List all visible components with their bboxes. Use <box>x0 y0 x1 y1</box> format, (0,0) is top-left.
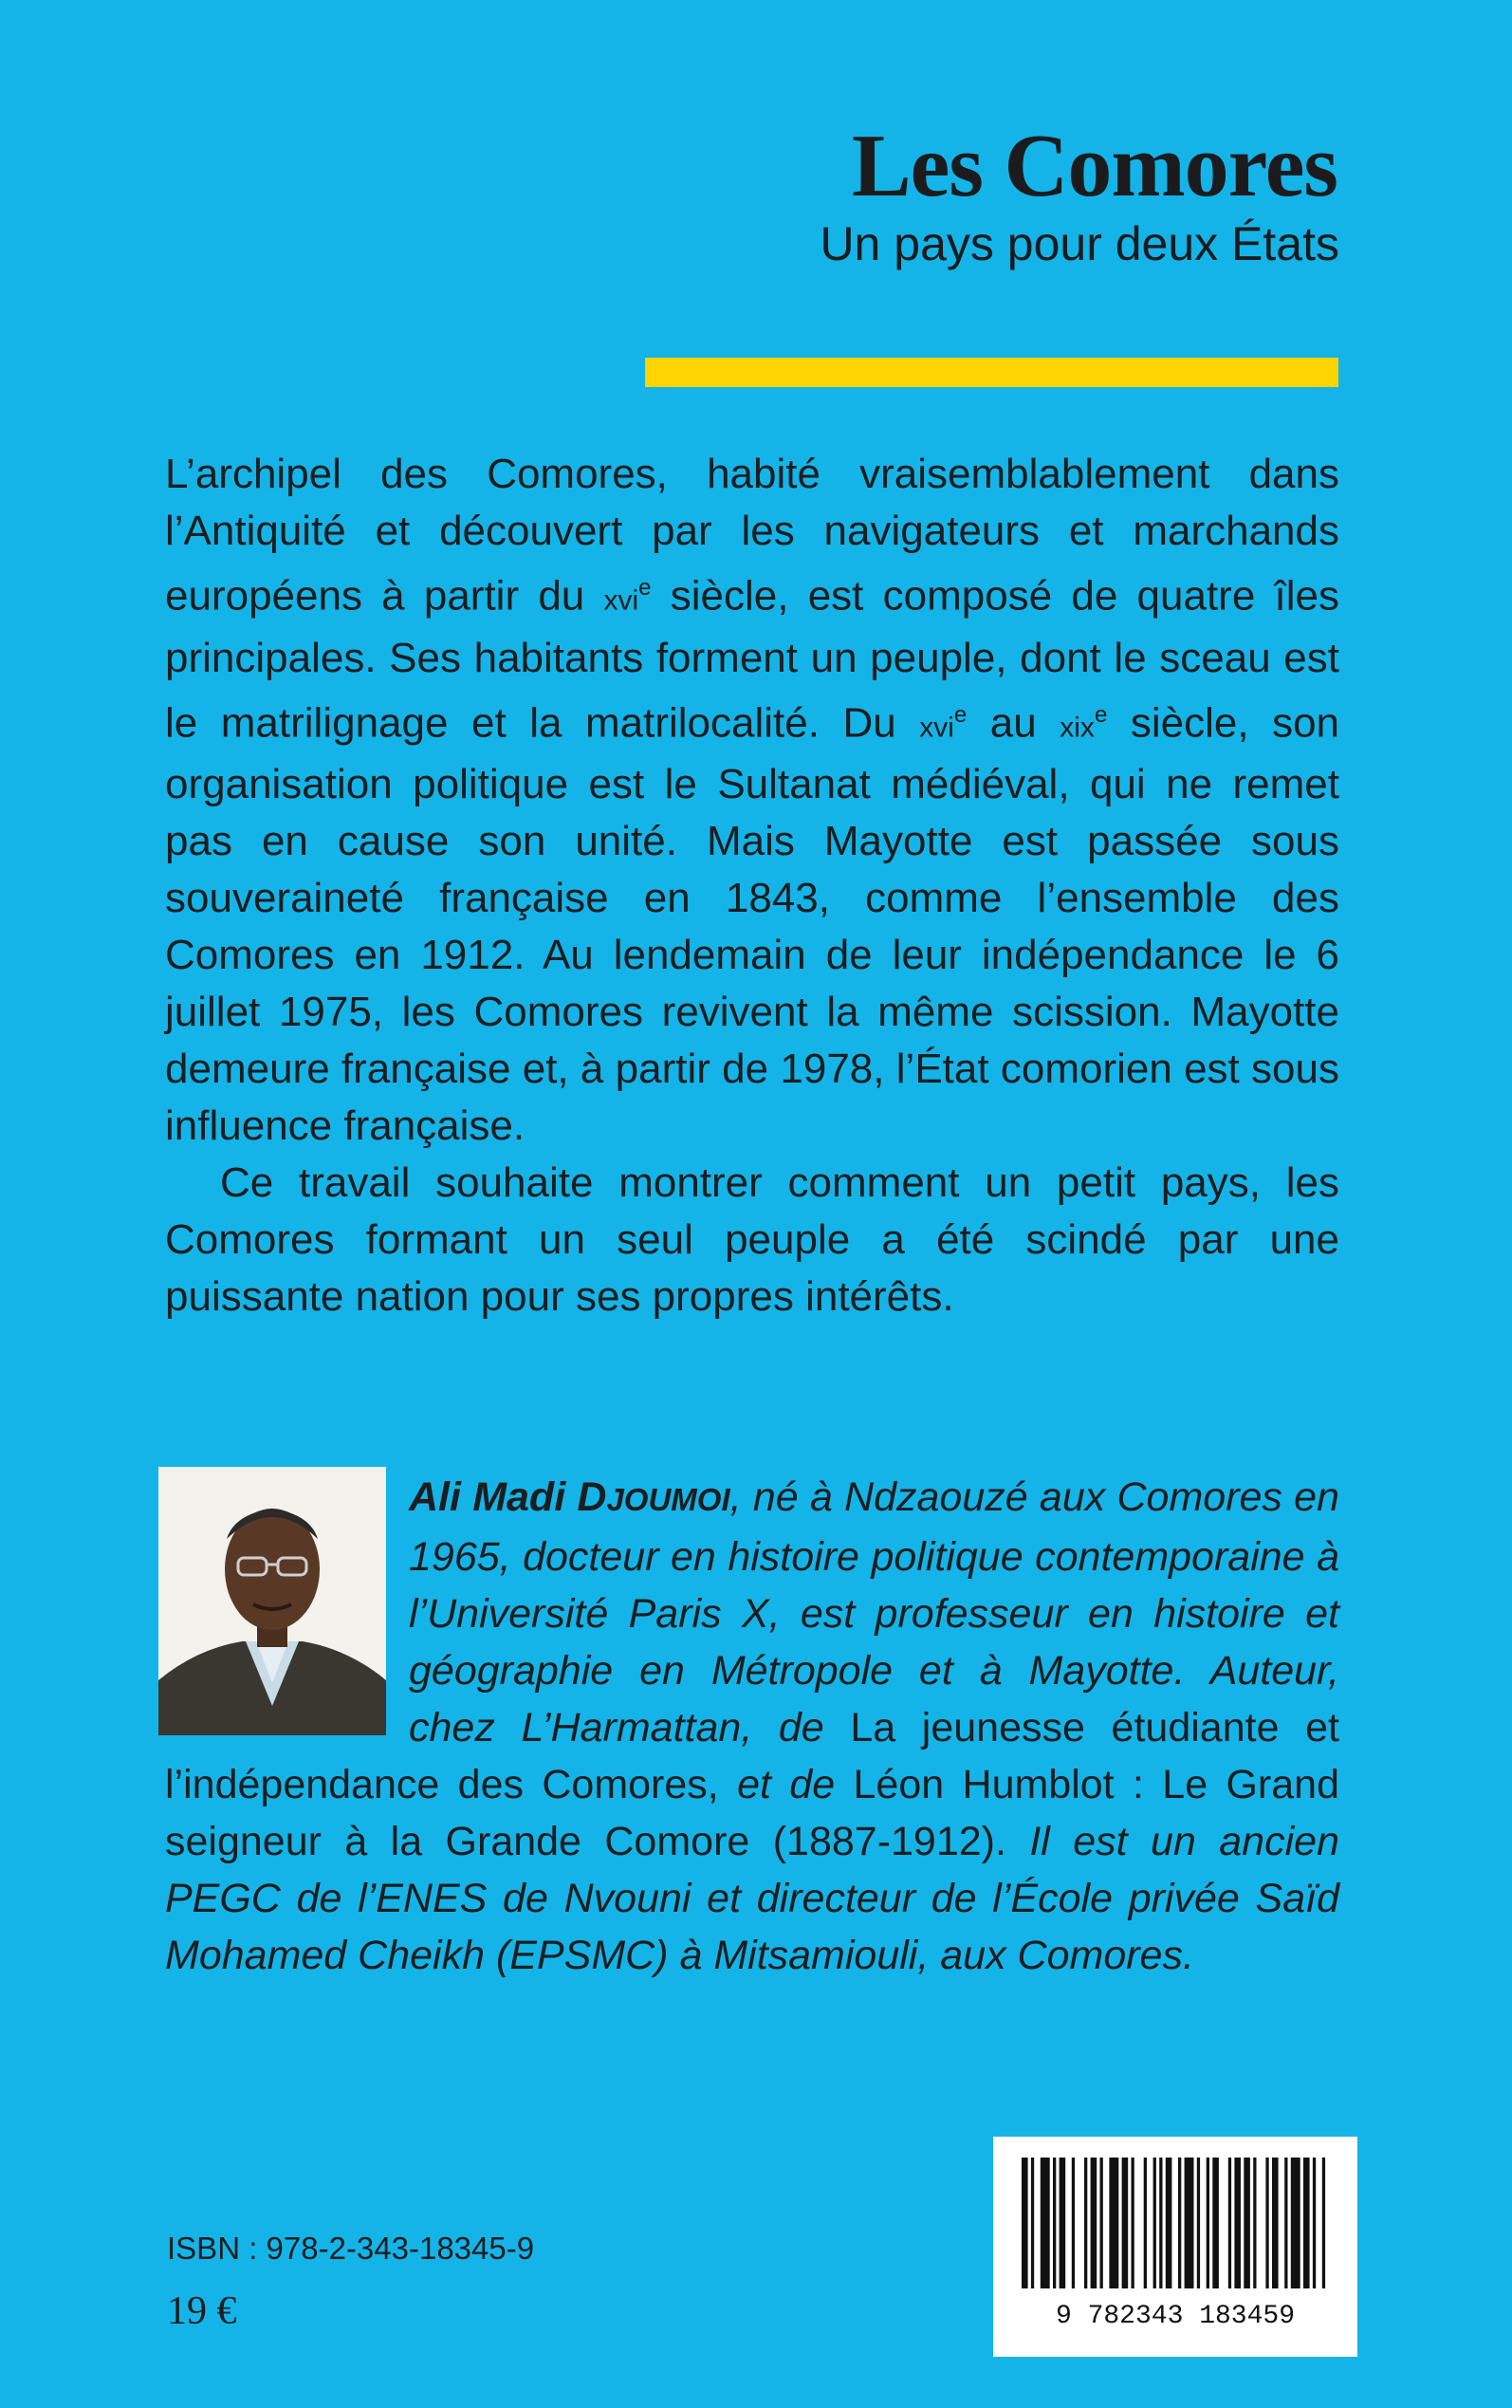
barcode-bar <box>1265 2158 1268 2288</box>
author-bio-text: Ali Madi DJOUMOI, né à Ndzaouzé aux Comores en 1965, docteur en histoire politique contemporaine à l’Université Paris X, est professeur en histoire et géographie en Métropole et à Mayotte. Auteur, chez L’Harmattan, de La jeunesse étudiante et l’indépendance des Comores, et de Léon Humblot : Le Grand seigneur à la Grande Comore (1887-1912). Il est un ancien PEGC de l’ENES de Nvouni et directeur de l’École privée Saïd Mohamed Cheikh (EPSMC) à Mitsamiouli, aux Comores. <box>165 1474 1339 1978</box>
isbn-label: ISBN : 978-2-343-18345-9 <box>167 2231 535 2266</box>
barcode-bar <box>1053 2158 1056 2288</box>
barcode-bar <box>1313 2158 1316 2288</box>
barcode-bar <box>1272 2158 1279 2288</box>
book-subtitle: Un pays pour deux États <box>820 217 1339 270</box>
barcode-bar <box>1253 2158 1256 2288</box>
barcode-bar <box>1212 2158 1219 2288</box>
barcode-bar <box>1159 2158 1162 2288</box>
barcode-bar <box>1153 2158 1156 2288</box>
barcode-graphic <box>993 2137 1357 2357</box>
barcode-bar <box>1322 2158 1325 2288</box>
barcode <box>993 2137 1357 2357</box>
barcode-bar <box>1197 2158 1200 2288</box>
barcode-bar <box>1234 2158 1241 2288</box>
book-summary <box>165 446 1339 1325</box>
barcode-bar <box>1122 2158 1129 2288</box>
barcode-bar <box>1084 2158 1087 2288</box>
book-reference-1: La jeunesse étudiante et l’indépendance des Comores, <box>165 1705 1339 1807</box>
barcode-bar <box>1303 2158 1310 2288</box>
summary-paragraph-1: L’archipel des Comores, habité vraisemblablement dans l’Antiquité et découvert par les navigateurs et marchands européens à partir du xvi$^e$ siècle, est composé de quatre îles principales. Ses habitants forment un peuple, dont le sceau est le matrilignage et la matrilocalité. Du xvi$^e$ au xix$^e$ siècle, son organisation politique est le Sultanat médiéval, qui ne remet pas en cause son unité. Mais Mayotte est passée sous souveraineté française en 1843, comme l’ensemble des Comores en 1912. Au lendemain de leur indépendance le 6 juillet 1975, les Comores revivent la même scission. Mayotte demeure française et, à partir de 1978, l’État comorien est sous influence française. <box>165 451 1340 1150</box>
book-title: Les Comores <box>851 117 1337 215</box>
barcode-bar <box>1022 2158 1028 2288</box>
barcode-bar <box>1031 2158 1034 2288</box>
barcode-bar <box>1144 2158 1147 2288</box>
price-label: 19 € <box>167 2289 237 2333</box>
author-name: Ali Madi DJOUMOI <box>409 1474 730 1520</box>
barcode-bar <box>1291 2158 1300 2288</box>
summary-paragraph-2: Ce travail souhaite montrer comment un petit pays, les Comores formant un seul peuple a été scindé par une puissante nation pour ses propres intérêts. <box>165 1159 1339 1321</box>
author-bio <box>165 1469 1339 1984</box>
barcode-bar <box>1060 2158 1066 2288</box>
barcode-bar <box>1228 2158 1231 2288</box>
barcode-bar <box>1109 2158 1118 2288</box>
barcode-bar <box>1178 2158 1181 2288</box>
yellow-accent-bar <box>645 358 1338 387</box>
barcode-bar <box>1091 2158 1097 2288</box>
barcode-bar <box>1185 2158 1194 2288</box>
book-reference-2: Léon Humblot : Le Grand seigneur à la Grande Comore (1887-1912). <box>165 1762 1339 1864</box>
barcode-number: 9 782343 183459 <box>1055 2302 1296 2331</box>
barcode-bar <box>1041 2158 1050 2288</box>
barcode-bar <box>1100 2158 1103 2288</box>
barcode-bar <box>1072 2158 1075 2288</box>
barcode-bar <box>1244 2158 1250 2288</box>
barcode-bar <box>1284 2158 1287 2288</box>
barcode-bar <box>1166 2158 1172 2288</box>
barcode-bar <box>1132 2158 1134 2288</box>
barcode-bar <box>1207 2158 1209 2288</box>
